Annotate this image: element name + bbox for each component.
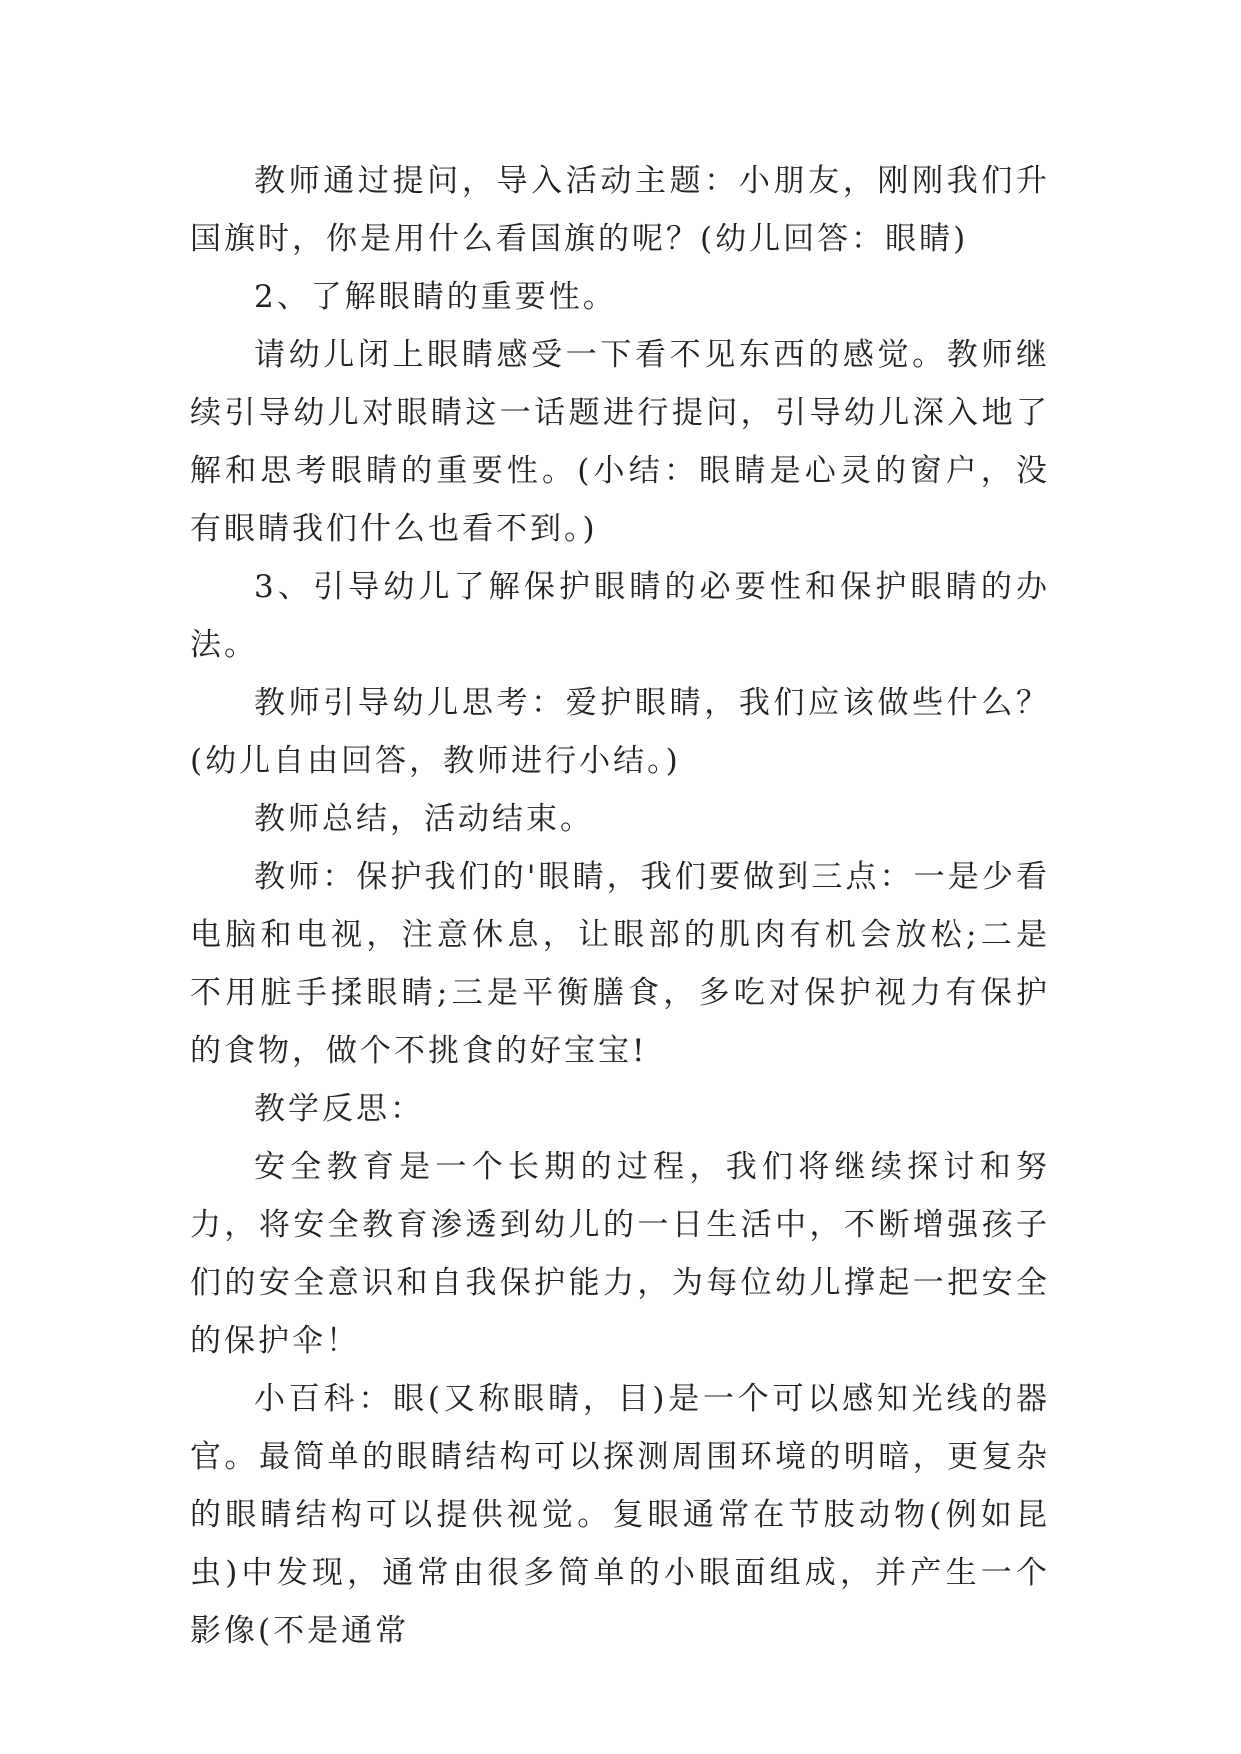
paragraph: 教师总结，活动结束。 <box>254 801 594 837</box>
section-heading: 3、引导幼儿了解保护眼睛的必要性和保护眼睛的办法。 <box>190 569 1050 663</box>
section-heading: 教学反思： <box>254 1091 424 1127</box>
document-body <box>190 152 1050 1660</box>
paragraph: 教师通过提问，导入活动主题：小朋友，刚刚我们升国旗时，你是用什么看国旗的呢？(幼儿回答：眼睛) <box>190 163 1050 257</box>
paragraph: 教师：保护我们的'眼睛，我们要做到三点：一是少看电脑和电视，注意休息，让眼部的肌肉有机会放松;二是不用脏手揉眼睛;三是平衡膳食，多吃对保护视力有保护的食物，做个不挑食的好宝宝! <box>190 859 1050 1069</box>
paragraph: 安全教育是一个长期的过程，我们将继续探讨和努力，将安全教育渗透到幼儿的一日生活中，不断增强孩子们的安全意识和自我保护能力，为每位幼儿撑起一把安全的保护伞！ <box>190 1149 1050 1359</box>
paragraph: 教师引导幼儿思考：爱护眼睛，我们应该做些什么？(幼儿自由回答，教师进行小结。) <box>190 685 1050 779</box>
paragraph: 小百科：眼(又称眼睛，目)是一个可以感知光线的器官。最简单的眼睛结构可以探测周围环境的明暗，更复杂的眼睛结构可以提供视觉。复眼通常在节肢动物(例如昆虫)中发现，通常由很多简单的小眼面组成，并产生一个影像(不是通常 <box>190 1381 1050 1649</box>
section-heading: 2、了解眼睛的重要性。 <box>254 279 617 315</box>
paragraph: 请幼儿闭上眼睛感受一下看不见东西的感觉。教师继续引导幼儿对眼睛这一话题进行提问，引导幼儿深入地了解和思考眼睛的重要性。(小结：眼睛是心灵的窗户，没有眼睛我们什么也看不到。) <box>190 337 1050 547</box>
